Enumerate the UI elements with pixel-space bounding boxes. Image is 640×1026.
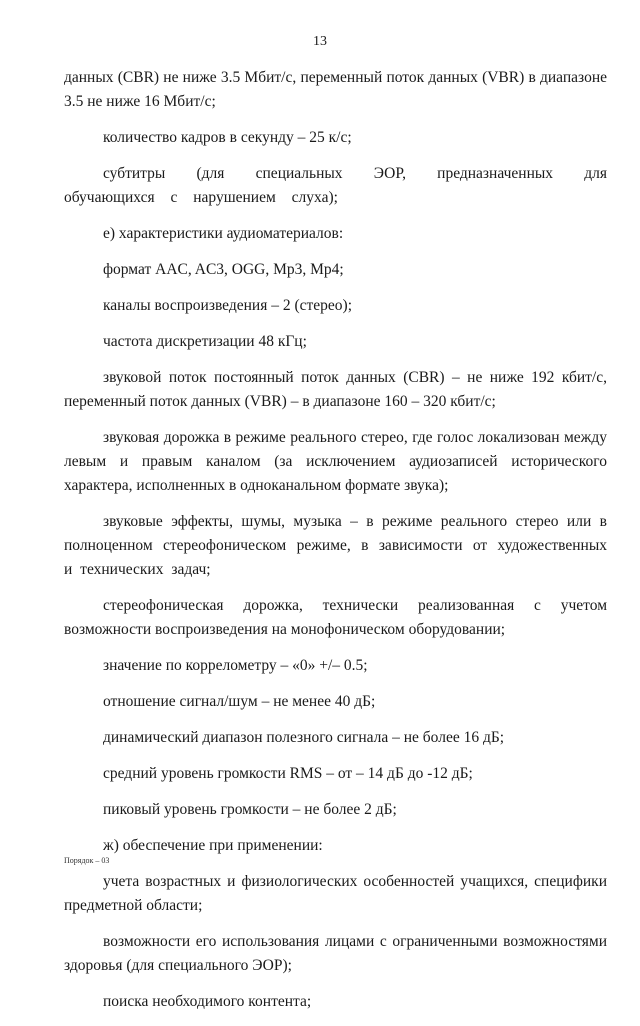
paragraph-audio-heading: е) характеристики аудиоматериалов: bbox=[103, 225, 344, 242]
page-number: 13 bbox=[313, 34, 327, 49]
paragraph-stereo-track: звуковая дорожка в режиме реального стерео, где голос локализован между левым и правым каналом (за исключением аудиозаписей исторического характера, исполненных в одноканальном формате звука); bbox=[64, 429, 607, 494]
paragraph-audio-format: формат AAC, AC3, OGG, Mp3, Mp4; bbox=[103, 261, 344, 278]
paragraph-sample-rate: частота дискретизации 48 кГц; bbox=[103, 333, 307, 350]
paragraph-correlometer: значение по коррелометру – «0» +/– 0.5; bbox=[103, 657, 368, 674]
document-body bbox=[64, 66, 607, 1026]
paragraph-provision-heading: ж) обеспечение при применении: bbox=[103, 837, 323, 854]
paragraph-dynamic-range: динамический диапазон полезного сигнала – не более 16 дБ; bbox=[103, 729, 505, 746]
paragraph-accessibility: возможности его использования лицами с ограниченными возможностями здоровья (для специального ЭОР); bbox=[64, 933, 607, 974]
paragraph-signal-noise: отношение сигнал/шум – не менее 40 дБ; bbox=[103, 693, 376, 710]
paragraph-frame-rate: количество кадров в секунду – 25 к/с; bbox=[103, 129, 352, 146]
paragraph-peak-level: пиковый уровень громкости – не более 2 дБ; bbox=[103, 801, 397, 818]
paragraph-playback-channels: каналы воспроизведения – 2 (стерео); bbox=[103, 297, 353, 314]
paragraph-audio-bitrate: звуковой поток постоянный поток данных (CBR) – не ниже 192 кбит/с, переменный поток данных (VBR) – в диапазоне 160 – 320 кбит/с; bbox=[64, 369, 607, 410]
paragraph-mono-compat: стереофоническая дорожка, технически реализованная с учетом возможности воспроизведения на монофоническом оборудовании; bbox=[64, 597, 607, 638]
paragraph-video-bitrate: данных (CBR) не ниже 3.5 Мбит/с, переменный поток данных (VBR) в диапазоне 3.5 не ниже 16 Мбит/с; bbox=[64, 69, 607, 110]
paragraph-content-search: поиска необходимого контента; bbox=[103, 993, 312, 1010]
paragraph-sound-effects: звуковые эффекты, шумы, музыка – в режиме реального стерео или в полноценном стереофоническом режиме, в зависимости от художественных и технических задач; bbox=[64, 513, 607, 578]
paragraph-rms-level: средний уровень громкости RMS – от – 14 дБ до -12 дБ; bbox=[103, 765, 473, 782]
paragraph-subtitles: субтитры (для специальных ЭОР, предназначенных для обучающихся с нарушением слуха); bbox=[64, 165, 607, 206]
paragraph-age-features: учета возрастных и физиологических особенностей учащихся, специфики предметной области; bbox=[64, 873, 607, 914]
footer-label: Порядок – 03 bbox=[64, 856, 110, 865]
